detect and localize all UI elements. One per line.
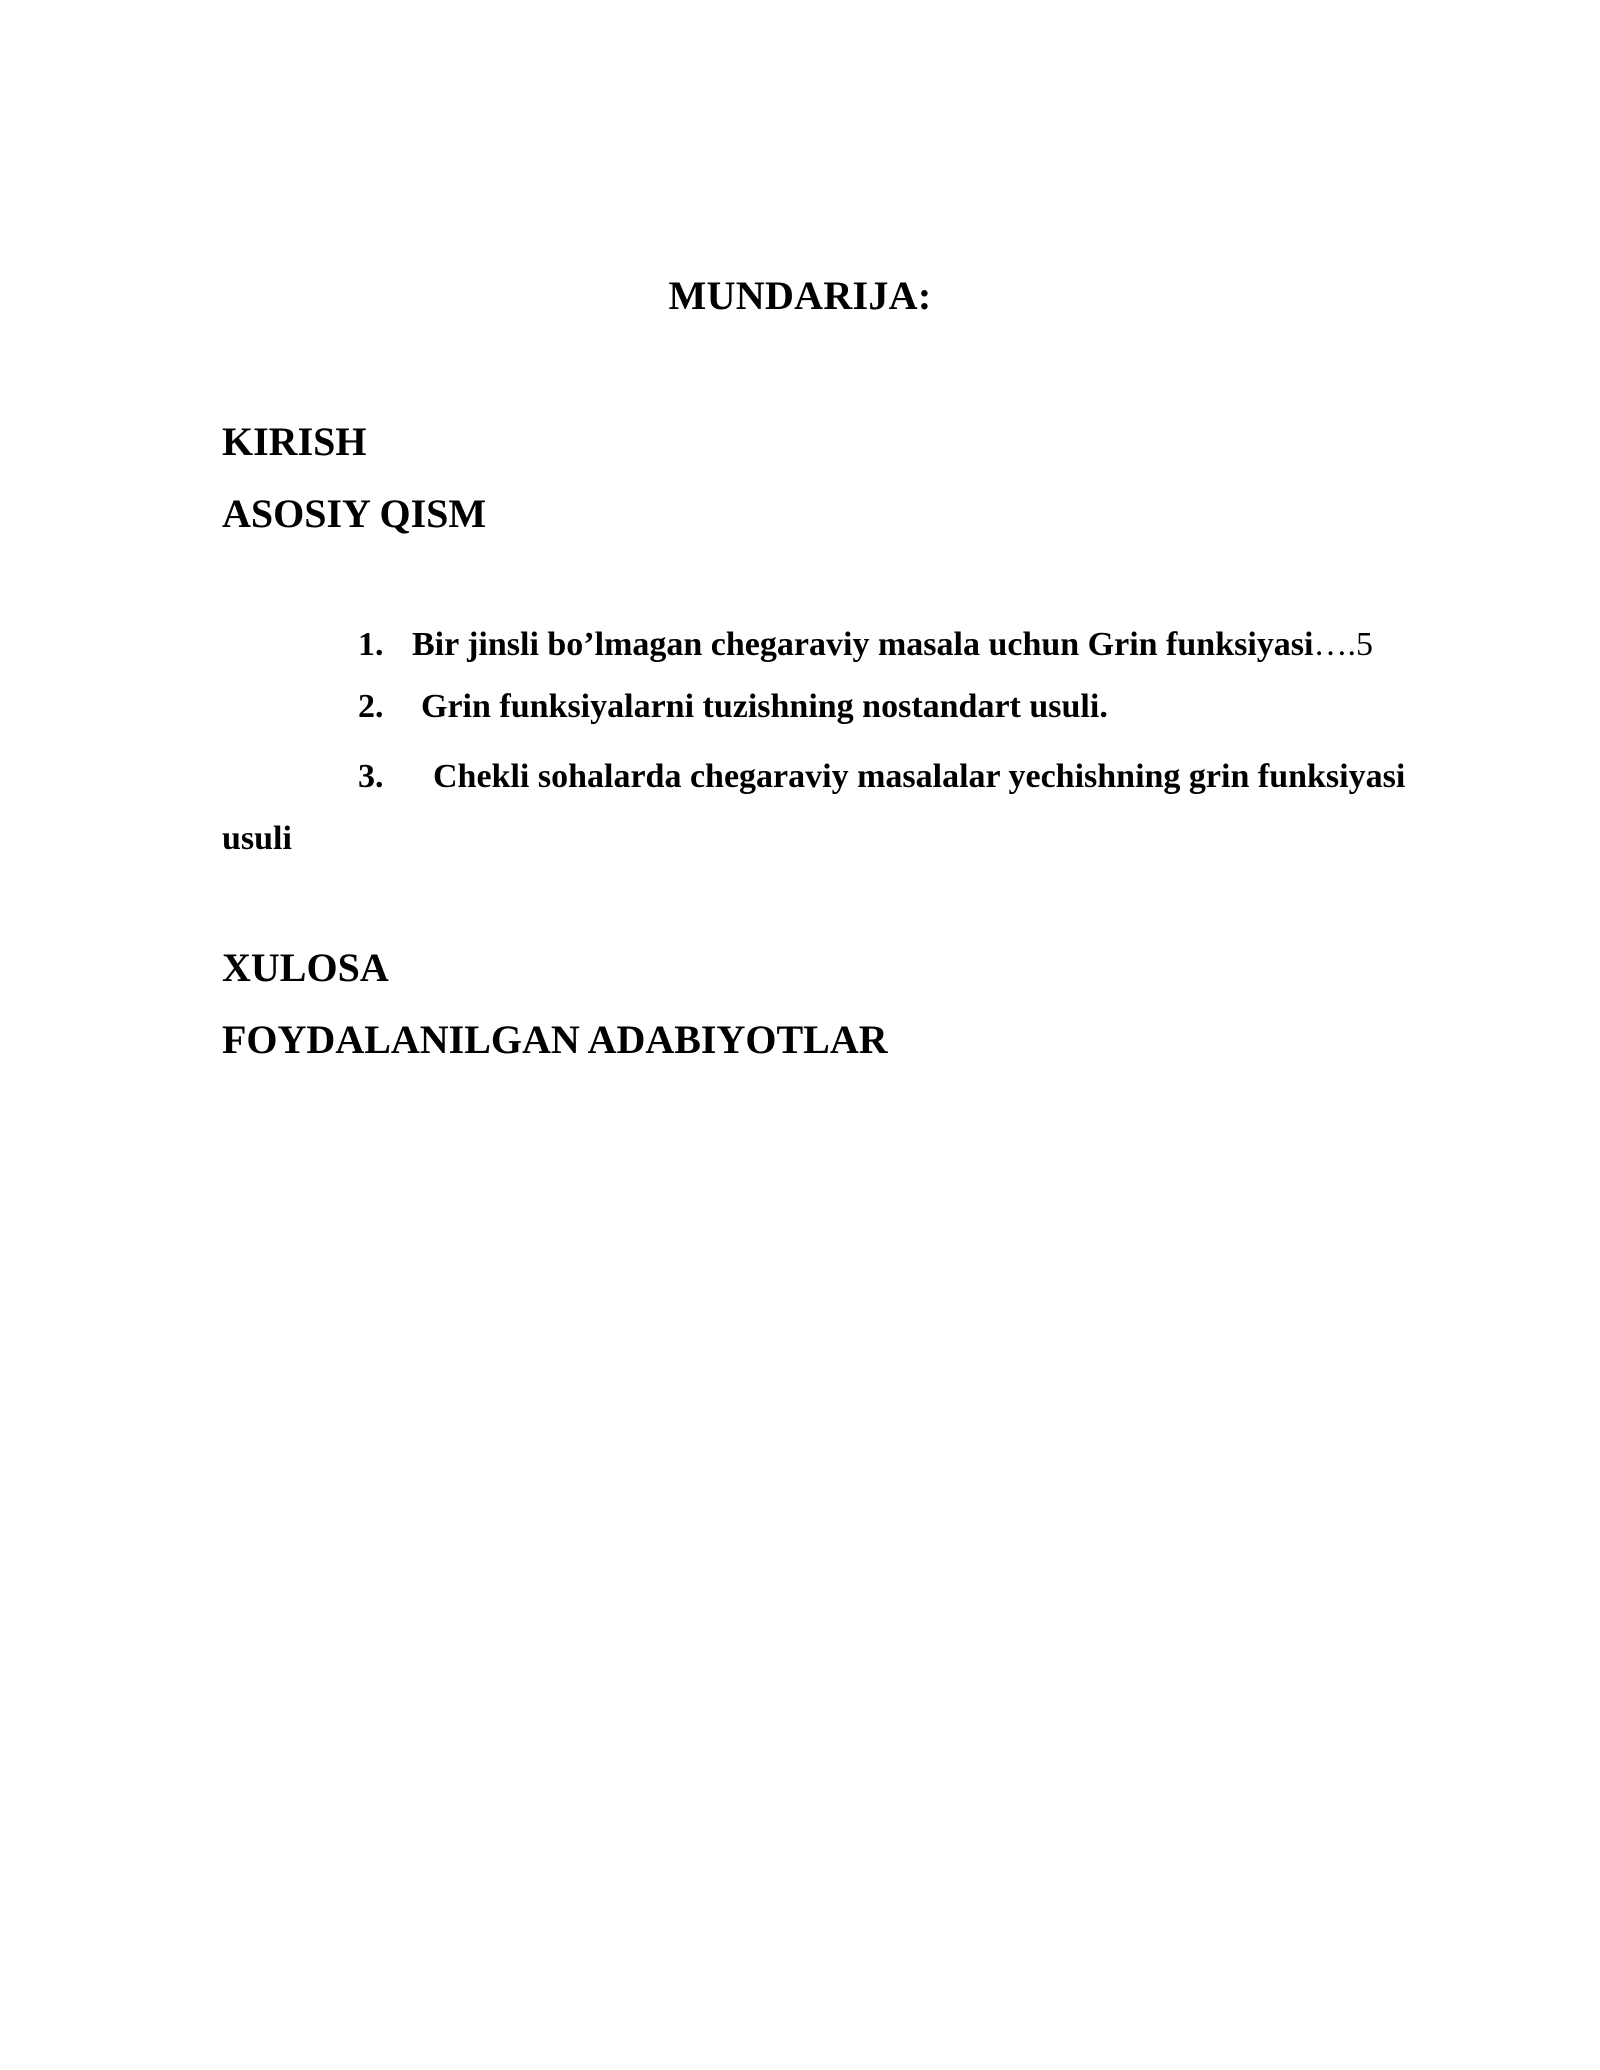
toc-item-number: 1. bbox=[358, 626, 384, 663]
toc-heading-kirish: KIRISH bbox=[222, 419, 367, 464]
toc-item-number: 2. bbox=[358, 688, 384, 725]
toc-item-title: Bir jinsli bo’lmagan chegaraviy masala uchun Grin funksiyasi bbox=[412, 626, 1314, 663]
toc-item-title: Grin funksiyalarni tuzishning nostandart usuli. bbox=[421, 688, 1108, 725]
toc-item-title: Chekli sohalarda chegaraviy masalalar yechishning grin funksiyasi bbox=[433, 758, 1406, 795]
toc-heading-xulosa: XULOSA bbox=[222, 945, 389, 990]
toc-item-page-ref: ….5 bbox=[1313, 626, 1373, 663]
toc-heading-asosiy-qism: ASOSIY QISM bbox=[222, 491, 487, 536]
toc-item-text bbox=[412, 624, 1373, 666]
toc-title: MUNDARIJA: bbox=[668, 273, 932, 318]
toc-item-number: 3. bbox=[358, 758, 384, 795]
toc-item-3-continuation: usuli bbox=[222, 820, 292, 857]
toc-heading-adabiyotlar: FOYDALANILGAN ADABIYOTLAR bbox=[222, 1017, 888, 1062]
